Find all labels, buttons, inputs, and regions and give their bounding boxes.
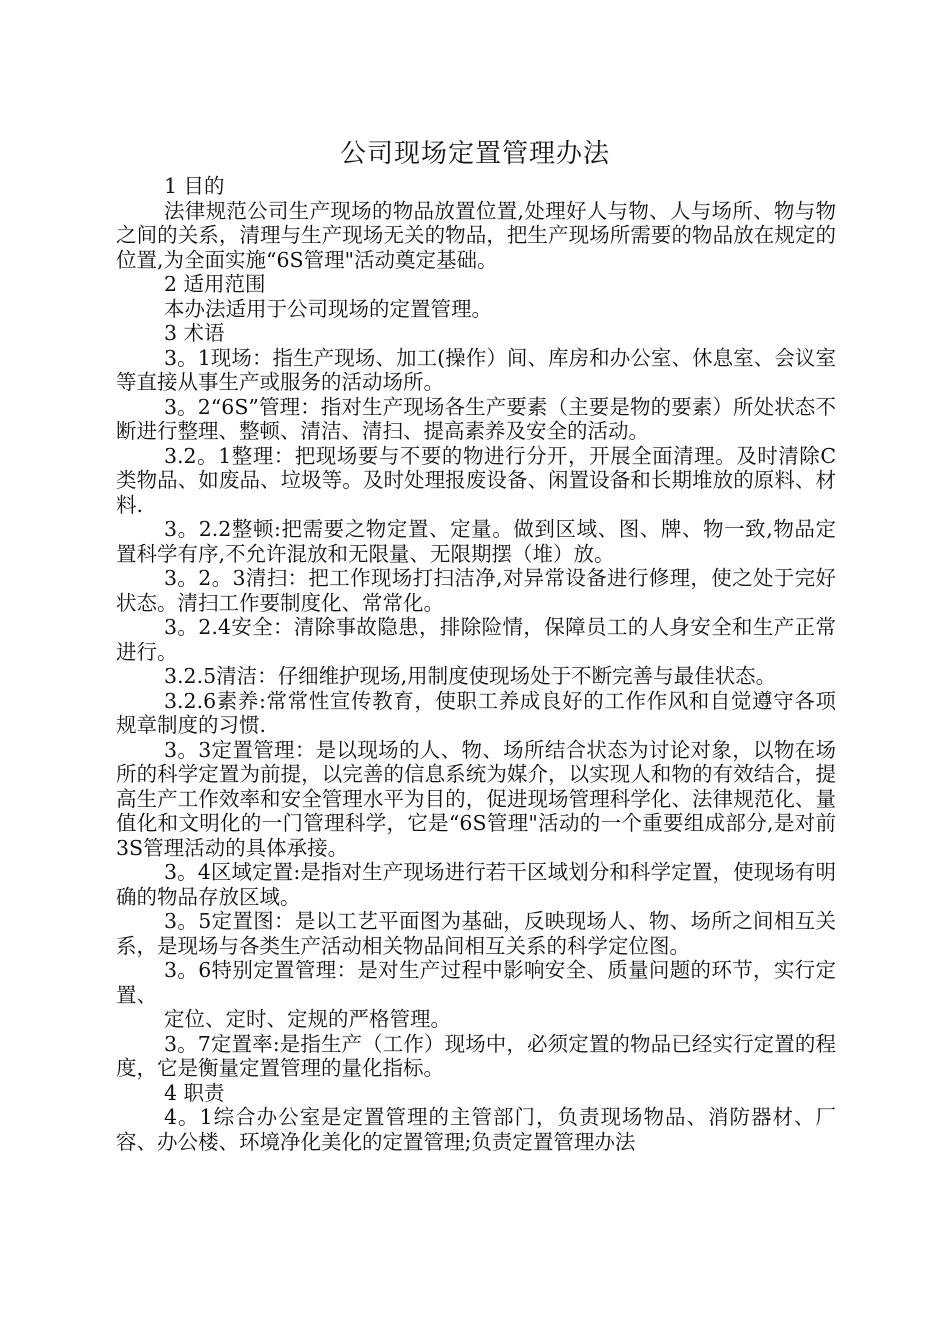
paragraph: 3.2.5清洁：仔细维护现场,用制度使现场处于不断完善与最佳状态。 [164,664,777,688]
paragraph: 3。6特别定置管理：是对生产过程中影响安全、质量问题的环节，实行定置、 [116,958,836,1007]
paragraph: 4 职责 [164,1080,225,1105]
paragraph: 3。2。3清扫：把工作现场打扫洁净,对异常设备进行修理，使之处于完好状态。清扫工作要制度化、常常化。 [116,566,836,615]
paragraph: 4。1综合办公室是定置管理的主管部门，负责现场物品、消防器材、厂容、办公楼、环境净化美化的定置管理;负责定置管理办法 [116,1105,836,1154]
paragraph: 3.2.6素养:常常性宣传教育，使职工养成良好的工作作风和自觉遵守各项规章制度的习惯. [116,688,836,737]
paragraph: 法律规范公司生产现场的物品放置位置,处理好人与物、人与场所、物与物之间的关系，清理与生产现场无关的物品，把生产现场所需要的物品放在规定的位置,为全面实施“6S管理"活动奠定基础。 [116,198,836,272]
paragraph: 3。1现场：指生产现场、加工(操作）间、库房和办公室、休息室、会议室等直接从事生产或服务的活动场所。 [116,345,836,394]
paragraph: 定位、定时、定规的严格管理。 [164,1007,451,1031]
paragraph: 3。4区域定置:是指对生产现场进行若干区域划分和科学定置，使现场有明确的物品存放区域。 [116,860,836,909]
paragraph: 3。2.2整顿:把需要之物定置、定量。做到区域、图、牌、物一致,物品定置科学有序,不允许混放和无限量、无限期摆（堆）放。 [116,517,836,566]
document-title: 公司现场定置管理办法 [339,139,610,169]
paragraph: 3 术语 [164,321,225,345]
paragraph: 本办法适用于公司现场的定置管理。 [164,296,492,321]
document-body [116,174,836,1154]
paragraph: 3。7定置率:是指生产（工作）现场中，必须定置的物品已经实行定置的程度，它是衡量定置管理的量化指标。 [116,1031,836,1080]
paragraph: 3。2“6S”管理：指对生产现场各生产要素（主要是物的要素）所处状态不断进行整理、整顿、清洁、清扫、提高素养及安全的活动。 [116,394,836,443]
paragraph: 3。2.4安全：清除事故隐患，排除险情，保障员工的人身安全和生产正常进行。 [116,615,836,664]
paragraph: 3.2。1整理：把现场要与不要的物进行分开，开展全面清理。及时清除C类物品、如废品、垃圾等。及时处理报废设备、闲置设备和长期堆放的原料、材料. [116,443,836,517]
paragraph: 3。5定置图：是以工艺平面图为基础，反映现场人、物、场所之间相互关系，是现场与各类生产活动相关物品间相互关系的科学定位图。 [116,909,836,958]
paragraph: 3。3定置管理：是以现场的人、物、场所结合状态为讨论对象，以物在场所的科学定置为前提，以完善的信息系统为媒介，以实现人和物的有效结合，提高生产工作效率和安全管理水平为目的，促进现场管理科学化、法律规范化、量值化和文明化的一门管理科学，它是“6S管理"活动的一个重要组成部分,是对前3S管理活动的具体承接。 [116,737,836,860]
paragraph: 2 适用范围 [164,272,266,296]
paragraph: 1 目的 [164,174,225,198]
